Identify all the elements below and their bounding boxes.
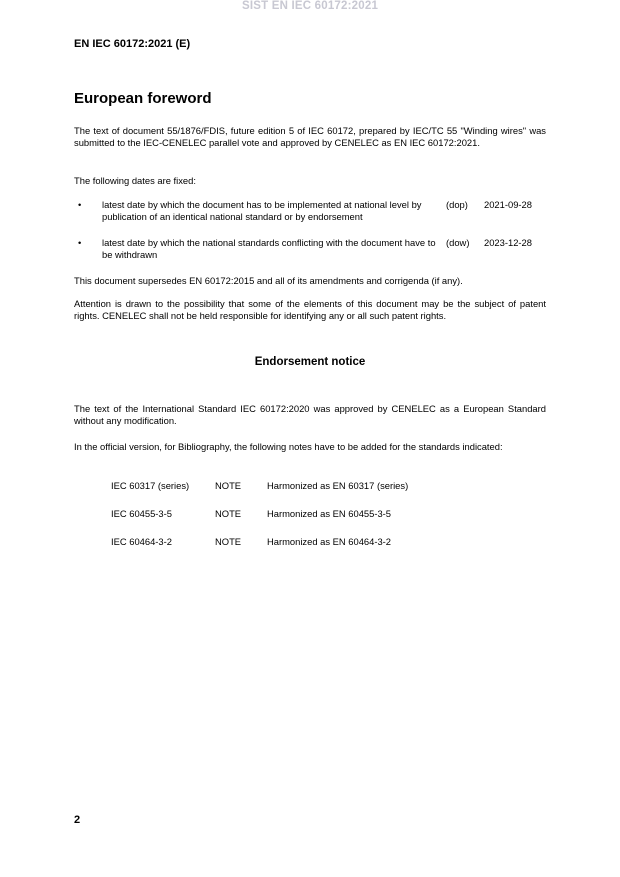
date-item-dow bbox=[74, 237, 546, 263]
date-description: latest date by which the national standards conflicting with the document have to be withdrawn bbox=[102, 237, 436, 260]
note-standard: IEC 60455-3-5 bbox=[111, 508, 172, 519]
date-description: latest date by which the document has to be implemented at national level by publication of an identical national standard or by endorsement bbox=[102, 199, 422, 222]
note-label: NOTE bbox=[215, 536, 242, 547]
note-text: Harmonized as EN 60317 (series) bbox=[267, 480, 409, 491]
date-value: 2021-09-28 bbox=[484, 199, 532, 210]
dates-intro: The following dates are fixed: bbox=[74, 175, 196, 186]
bibliography-note bbox=[111, 508, 531, 520]
endorsement-text: The text of the International Standard IEC 60172:2020 was approved by CENELEC as a European Standard without any modification. bbox=[74, 403, 546, 426]
patent-attention: Attention is drawn to the possibility that some of the elements of this document may be the subject of patent rights. CENELEC shall not be held responsible for identifying any or all such patent rights. bbox=[74, 298, 546, 321]
note-label: NOTE bbox=[215, 480, 242, 491]
date-code: (dow) bbox=[446, 237, 470, 248]
document-id: EN IEC 60172:2021 (E) bbox=[74, 38, 191, 50]
note-standard: IEC 60464-3-2 bbox=[111, 536, 172, 547]
bibliography-note bbox=[111, 536, 531, 548]
foreword-title: European foreword bbox=[74, 90, 212, 107]
supersedes-note: This document supersedes EN 60172:2015 and all of its amendments and corrigenda (if any). bbox=[74, 275, 463, 286]
date-code: (dop) bbox=[446, 199, 468, 210]
date-item-dop bbox=[74, 199, 546, 225]
note-text: Harmonized as EN 60464-3-2 bbox=[267, 536, 392, 547]
watermark: SIST EN IEC 60172:2021 bbox=[241, 0, 379, 12]
endorsement-title: Endorsement notice bbox=[254, 356, 366, 368]
note-standard: IEC 60317 (series) bbox=[111, 480, 190, 491]
bullet-icon: • bbox=[78, 237, 82, 248]
page-number: 2 bbox=[74, 814, 81, 826]
note-label: NOTE bbox=[215, 508, 242, 519]
date-value: 2023-12-28 bbox=[484, 237, 532, 248]
note-text: Harmonized as EN 60455-3-5 bbox=[267, 508, 392, 519]
bibliography-note bbox=[111, 480, 531, 492]
foreword-intro: The text of document 55/1876/FDIS, future edition 5 of IEC 60172, prepared by IEC/TC 55 "Winding wires" was submitted to the IEC-CENELEC parallel vote and approved by CENELEC as EN IEC 60172:2021. bbox=[74, 125, 546, 148]
bullet-icon: • bbox=[78, 199, 82, 210]
bibliography-intro: In the official version, for Bibliography, the following notes have to be added for the standards indicated: bbox=[74, 441, 503, 452]
